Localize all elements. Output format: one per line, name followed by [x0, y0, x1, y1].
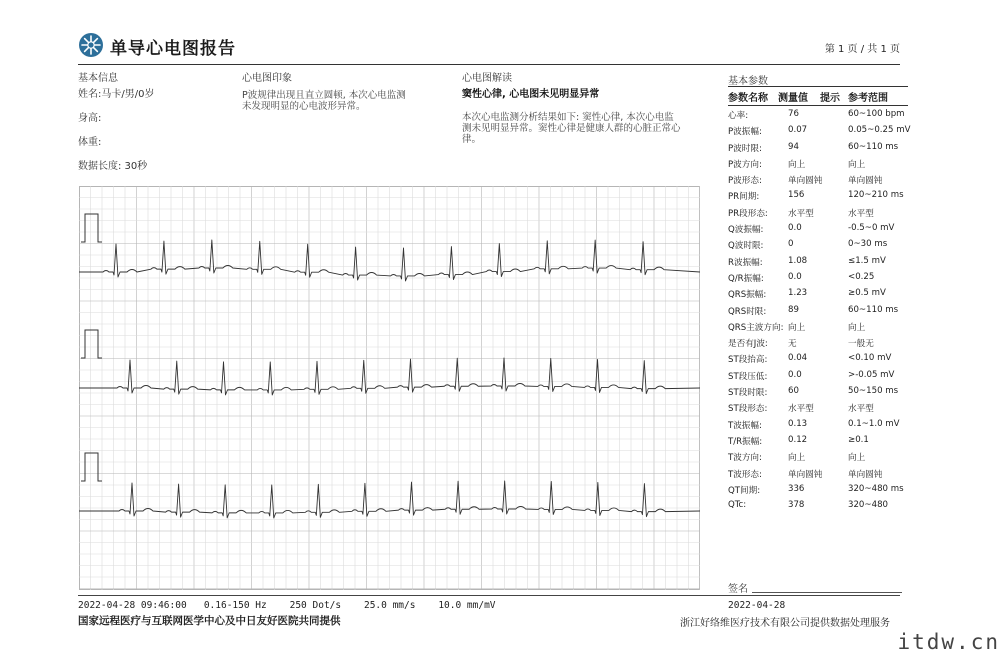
param-value: 0.12 [788, 434, 808, 445]
param-row [728, 122, 911, 138]
patient-weight: 体重: [78, 137, 102, 148]
param-range: 一般无 [848, 339, 874, 350]
param-row [728, 253, 908, 269]
param-name: QRS振幅: [728, 290, 767, 301]
param-range: 单向圆钝 [848, 176, 883, 187]
param-value: 单向圆钝 [788, 469, 823, 480]
data-length: 数据长度: 30秒 [78, 161, 148, 172]
calibration-pulse [81, 453, 102, 481]
param-range: 水平型 [848, 208, 874, 219]
interpretation-line-1: 本次心电监测分析结果如下: 窦性心律, 本次心电监 [462, 112, 674, 123]
param-range: ≥0.5 mV [848, 288, 886, 299]
interpretation-heading: 心电图解读 [462, 73, 512, 84]
ecg-strip-panel [79, 186, 700, 590]
param-value: 水平型 [788, 404, 814, 415]
param-value: 89 [788, 304, 799, 315]
interpretation-conclusion: 窦性心律, 心电图未见明显异常 [462, 89, 600, 100]
param-name: P波振幅: [728, 127, 762, 138]
param-name: QT间期: [728, 485, 761, 496]
param-row [728, 399, 908, 415]
param-range: 向上 [848, 159, 866, 170]
param-row [728, 171, 908, 187]
param-value: 0.0 [788, 271, 802, 282]
param-range: -0.5~0 mV [848, 223, 895, 234]
param-value: 向上 [788, 159, 806, 170]
param-row [728, 285, 908, 301]
report-title: 单导心电图报告 [110, 39, 236, 59]
param-value: 0.0 [788, 369, 802, 380]
param-row [728, 350, 908, 366]
param-range: 水平型 [848, 404, 874, 415]
param-value: 76 [788, 109, 799, 119]
param-row [728, 481, 908, 497]
param-name: QTc: [728, 500, 747, 511]
impression-line-1: P波规律出现且直立圆顿, 本次心电监测 [242, 90, 406, 101]
param-name: ST段时限: [728, 388, 768, 399]
signature-label: 签名 [728, 584, 748, 595]
page-indicator: 第 1 页 / 共 1 页 [824, 44, 900, 55]
param-row [728, 155, 908, 171]
signature-line [752, 592, 902, 593]
param-range: 单向圆钝 [848, 469, 883, 480]
param-value: 378 [788, 500, 805, 511]
param-name: 心率: [728, 111, 749, 121]
param-row [728, 204, 908, 220]
param-value: 向上 [788, 453, 806, 464]
param-value: 0.13 [788, 418, 808, 429]
param-row [728, 220, 908, 236]
param-row [728, 318, 908, 334]
param-value: 0.0 [788, 223, 802, 234]
param-row [728, 367, 908, 383]
interpretation-line-3: 律。 [462, 134, 482, 145]
param-value: 单向圆钝 [788, 176, 823, 187]
param-name: T波形态: [728, 469, 762, 480]
param-name: T波振幅: [728, 420, 762, 431]
param-range: 0.1~1.0 mV [848, 418, 900, 429]
param-row [728, 334, 908, 350]
calibration-pulse [81, 214, 102, 242]
param-value: 156 [788, 190, 805, 201]
params-header-row [728, 86, 908, 106]
patient-height: 身高: [78, 113, 102, 124]
signature-area [728, 580, 908, 595]
param-value: 0.07 [788, 125, 808, 136]
param-name: 是否有J波: [728, 339, 768, 350]
logo-icon [78, 32, 104, 58]
params-rows [728, 106, 911, 513]
param-row [728, 465, 908, 481]
param-value: 94 [788, 141, 799, 152]
patient-name: 姓名:马卡/男/0岁 [78, 89, 155, 100]
param-range: <0.10 mV [848, 353, 892, 364]
param-range: 60~100 bpm [848, 109, 905, 119]
param-row [728, 383, 908, 399]
params-header-range: 参考范围 [848, 93, 888, 104]
footer-divider [78, 595, 900, 596]
param-range: 60~110 ms [848, 304, 899, 315]
params-header-name: 参数名称 [728, 93, 768, 104]
param-value: 水平型 [788, 208, 814, 219]
param-name: P波时限: [728, 143, 762, 154]
param-range: 向上 [848, 322, 866, 333]
param-name: P波形态: [728, 176, 762, 187]
param-value: 336 [788, 483, 805, 494]
param-row [728, 432, 908, 448]
param-name: ST段抬高: [728, 355, 768, 366]
param-range: <0.25 [848, 271, 875, 282]
params-title: 基本参数 [728, 76, 768, 87]
param-value: 向上 [788, 322, 806, 333]
params-header-value: 测量值 [778, 93, 808, 104]
param-name: QRS时限: [728, 306, 767, 317]
param-name: QRS主波方向: [728, 322, 784, 333]
param-range: >-0.05 mV [848, 369, 895, 380]
param-range: 0~30 ms [848, 239, 888, 250]
param-name: Q波振幅: [728, 225, 764, 236]
param-range: 向上 [848, 453, 866, 464]
param-row [728, 497, 908, 513]
param-row [728, 269, 908, 285]
param-name: T/R振幅: [728, 436, 763, 447]
param-name: Q/R振幅: [728, 273, 764, 284]
param-name: Q波时限: [728, 241, 764, 252]
report-header [78, 30, 900, 65]
param-range: 120~210 ms [848, 190, 904, 201]
param-name: PR段形态: [728, 208, 768, 219]
provider-text: 国家远程医疗与互联网医学中心及中日友好医院共同提供 [78, 615, 341, 627]
param-value: 0.04 [788, 353, 808, 364]
param-value: 60 [788, 386, 799, 397]
param-value: 无 [788, 339, 797, 350]
recording-meta: 2022-04-28 09:46:00 0.16-150 Hz 250 Dot/s 25.0 mm/s 10.0 mm/mV [78, 600, 496, 611]
param-row [728, 448, 908, 464]
calibration-pulse [81, 330, 102, 358]
param-range: ≤1.5 mV [848, 255, 886, 266]
interpretation-line-2: 测未见明显异常。窦性心律是健康人群的心脏正常心 [462, 123, 681, 134]
param-range: ≥0.1 [848, 434, 869, 445]
param-name: ST段形态: [728, 404, 768, 415]
param-row [728, 416, 908, 432]
param-name: R波振幅: [728, 257, 763, 268]
report-date: 2022-04-28 [728, 600, 786, 611]
param-range: 60~110 ms [848, 141, 899, 152]
param-range: 0.05~0.25 mV [848, 125, 911, 136]
param-name: T波方向: [728, 453, 762, 464]
param-value: 1.08 [788, 255, 808, 266]
param-row [728, 106, 908, 122]
param-row [728, 139, 908, 155]
company-text: 浙江好络维医疗技术有限公司提供数据处理服务 [680, 618, 890, 629]
param-row [728, 187, 908, 203]
param-range: 50~150 ms [848, 386, 899, 397]
param-range: 320~480 ms [848, 483, 904, 494]
param-name: ST段压低: [728, 371, 768, 382]
params-header-hint: 提示 [820, 93, 840, 104]
basic-info-heading: 基本信息 [78, 73, 118, 84]
watermark: itdw.cn [897, 630, 1000, 654]
param-range: 320~480 [848, 500, 889, 511]
param-name: PR间期: [728, 192, 760, 203]
param-value: 0 [788, 239, 794, 250]
param-row [728, 302, 908, 318]
param-row [728, 236, 908, 252]
params-panel [728, 72, 911, 513]
param-name: P波方向: [728, 159, 762, 170]
impression-line-2: 未发现明显的心电波形异常。 [242, 101, 366, 112]
impression-heading: 心电图印象 [242, 73, 292, 84]
param-value: 1.23 [788, 288, 808, 299]
